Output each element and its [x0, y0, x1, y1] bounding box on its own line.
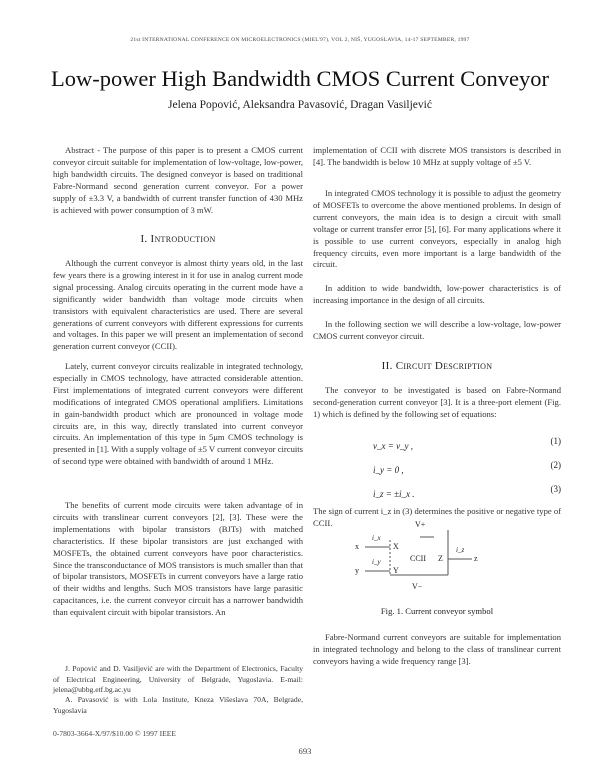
y-terminal: y — [355, 566, 359, 575]
x-terminal: x — [355, 542, 359, 551]
section-heading-circuit — [313, 360, 561, 372]
intro-paragraph: Lately, current conveyor circuits realizable in integrated technology, especially in CMOS technology, have attracted considerable attention. First implementations of integrated current conveyors were different modifications of integrated CMOS operational amplifiers. Limitations in gain-bandwidth product which are pronounced in voltage mode circuits are, in this way, directly translated into current conveyor circuits. An implementation of this type in 5μm CMOS technology is presented in [1]. With a supply voltage of ±5 V current conveyor circuits of second type were obtained with bandwidth of around 1 MHz. — [53, 361, 303, 467]
copyright: 0-7803-3664-X/97/$10.00 © 1997 IEEE — [53, 729, 177, 738]
paragraph: The conveyor to be investigated is based on Fabre-Normand second-generation current conveyor [3]. It is a three-port element (Fig. 1) which is defined by the following set of equations: — [313, 385, 561, 419]
paragraph: In the following section we will describe a low-voltage, low-power CMOS current conveyor circuit. — [313, 319, 561, 341]
abstract: Abstract - The purpose of this paper is to present a CMOS current conveyor circuit suitable for implementation of low-voltage, low-power, high bandwidth circuits. The designed conveyor is based on traditional Fabre-Normand second generation current conveyor. For a power supply of ±3.3 V, a bandwidth of current transfer function of 430 MHz is achieved with power consumption of 3 mW. — [53, 145, 303, 215]
equation-number: (1) — [550, 436, 561, 446]
footnote: J. Popović and D. Vasiljević are with the Department of Electronics, Faculty of Electrical Engineering, University of Belgrade, Yugoslavia. E-mail: jelena@ubbg.etf.bg.ac.yu — [53, 664, 303, 694]
vminus-label: V− — [412, 582, 423, 591]
equation-3 — [313, 484, 561, 498]
equation-expr: i_z = ±i_x . — [373, 489, 415, 499]
port-z-label: Z — [438, 554, 443, 563]
paragraph: implementation of CCII with discrete MOS transistors is described in [4]. The bandwidth is below 10 MHz at supply voltage of ±5 V. — [313, 145, 561, 167]
intro-paragraph: Although the current conveyor is almost thirty years old, in the last few years there is a growing interest in it for use in analog current mode signal processing. Analog circuits operating in the current mode have a significantly wider bandwidth than voltage mode circuits when transistors with equivalent characteristics are used. There are several generations of current conveyors with different expressions for currents and voltages. In this paper we will present an implementation of second generation current conveyor (CCII). — [53, 258, 303, 352]
paragraph: Fabre-Normand current conveyors are suitable for implementation in integrated technology and belong to the class of translinear current conveyors having a wide frequency range [3]. — [313, 632, 561, 666]
ix-label: i_x — [372, 534, 381, 542]
page-number: 693 — [298, 746, 312, 756]
paragraph: The sign of current i_z in (3) determines the positive or negative type of CCII. — [313, 506, 561, 528]
section-title: Introduction — [150, 233, 216, 245]
paragraph: In integrated CMOS technology it is possible to adjust the geometry of MOSFETs to overcome the above mentioned problems. In design of current conveyors, the main idea is to design a circuit with small voltage or current transfer error [5], [6]. For many applications where it is possible to use current conveyors, especially in analog high frequency circuits, even more important is a large bandwidth of the circuit. — [313, 188, 561, 270]
iy-label: i_y — [372, 558, 381, 566]
section-title: Circuit Description — [395, 360, 493, 372]
intro-paragraph: The benefits of current mode circuits were taken advantage of in circuits with translinear current conveyors [2], [3]. These were the implementations with bipolar transistors (BJTs) with matched characteristics. If these bipolar transistors are just exchanged with MOSFETs, the obtained current conveyors have poor characteristics. Since the transconductance of MOS transistors is much smaller than that of bipolar transistors, MOSFETs in current conveyors have a large ratio of their widths and lengths. Such MOS transistors have large parasitic capacitances, i.e. the current conveyor circuit has a narrower bandwidth than equivalent circuit with bipolar transistors. An — [53, 500, 303, 618]
equation-expr: v_x = v_y , — [373, 441, 414, 451]
paragraph: In addition to wide bandwidth, low-power characteristics is of increasing importance in the design of all circuits. — [313, 283, 561, 305]
port-x-label: X — [393, 542, 399, 551]
section-number: II. — [381, 360, 393, 372]
vplus-label: V+ — [415, 520, 426, 529]
block-label: CCII — [410, 554, 426, 563]
equation-number: (3) — [550, 484, 561, 494]
equation-expr: i_y = 0 , — [373, 465, 404, 475]
running-header: 21st INTERNATIONAL CONFERENCE ON MICROELECTRONICS (MIEL'97), VOL 2, NIŠ, YUGOSLAVIA, 14-17 SEPTEMBER, 1997 — [130, 37, 470, 43]
figure-caption: Fig. 1. Current conveyor symbol — [380, 606, 494, 616]
port-y-label: Y — [393, 566, 399, 575]
equation-number: (2) — [550, 460, 561, 470]
authors: Jelena Popović, Aleksandra Pavasović, Dragan Vasiljević — [168, 99, 432, 111]
equation-2 — [313, 460, 561, 474]
equation-1 — [313, 436, 561, 450]
iz-label: i_z — [456, 546, 465, 554]
conveyor-diagram — [360, 530, 540, 600]
section-heading-introduction — [53, 233, 303, 245]
section-number: I. — [140, 233, 148, 245]
footnote: A. Pavasović is with Lola Institute, Kneza Višeslava 70A, Belgrade, Yugoslavia — [53, 695, 303, 715]
current-conveyor-symbol — [355, 520, 540, 600]
paper-title: Low-power High Bandwidth CMOS Current Conveyor — [50, 66, 550, 91]
z-terminal: z — [474, 554, 478, 563]
